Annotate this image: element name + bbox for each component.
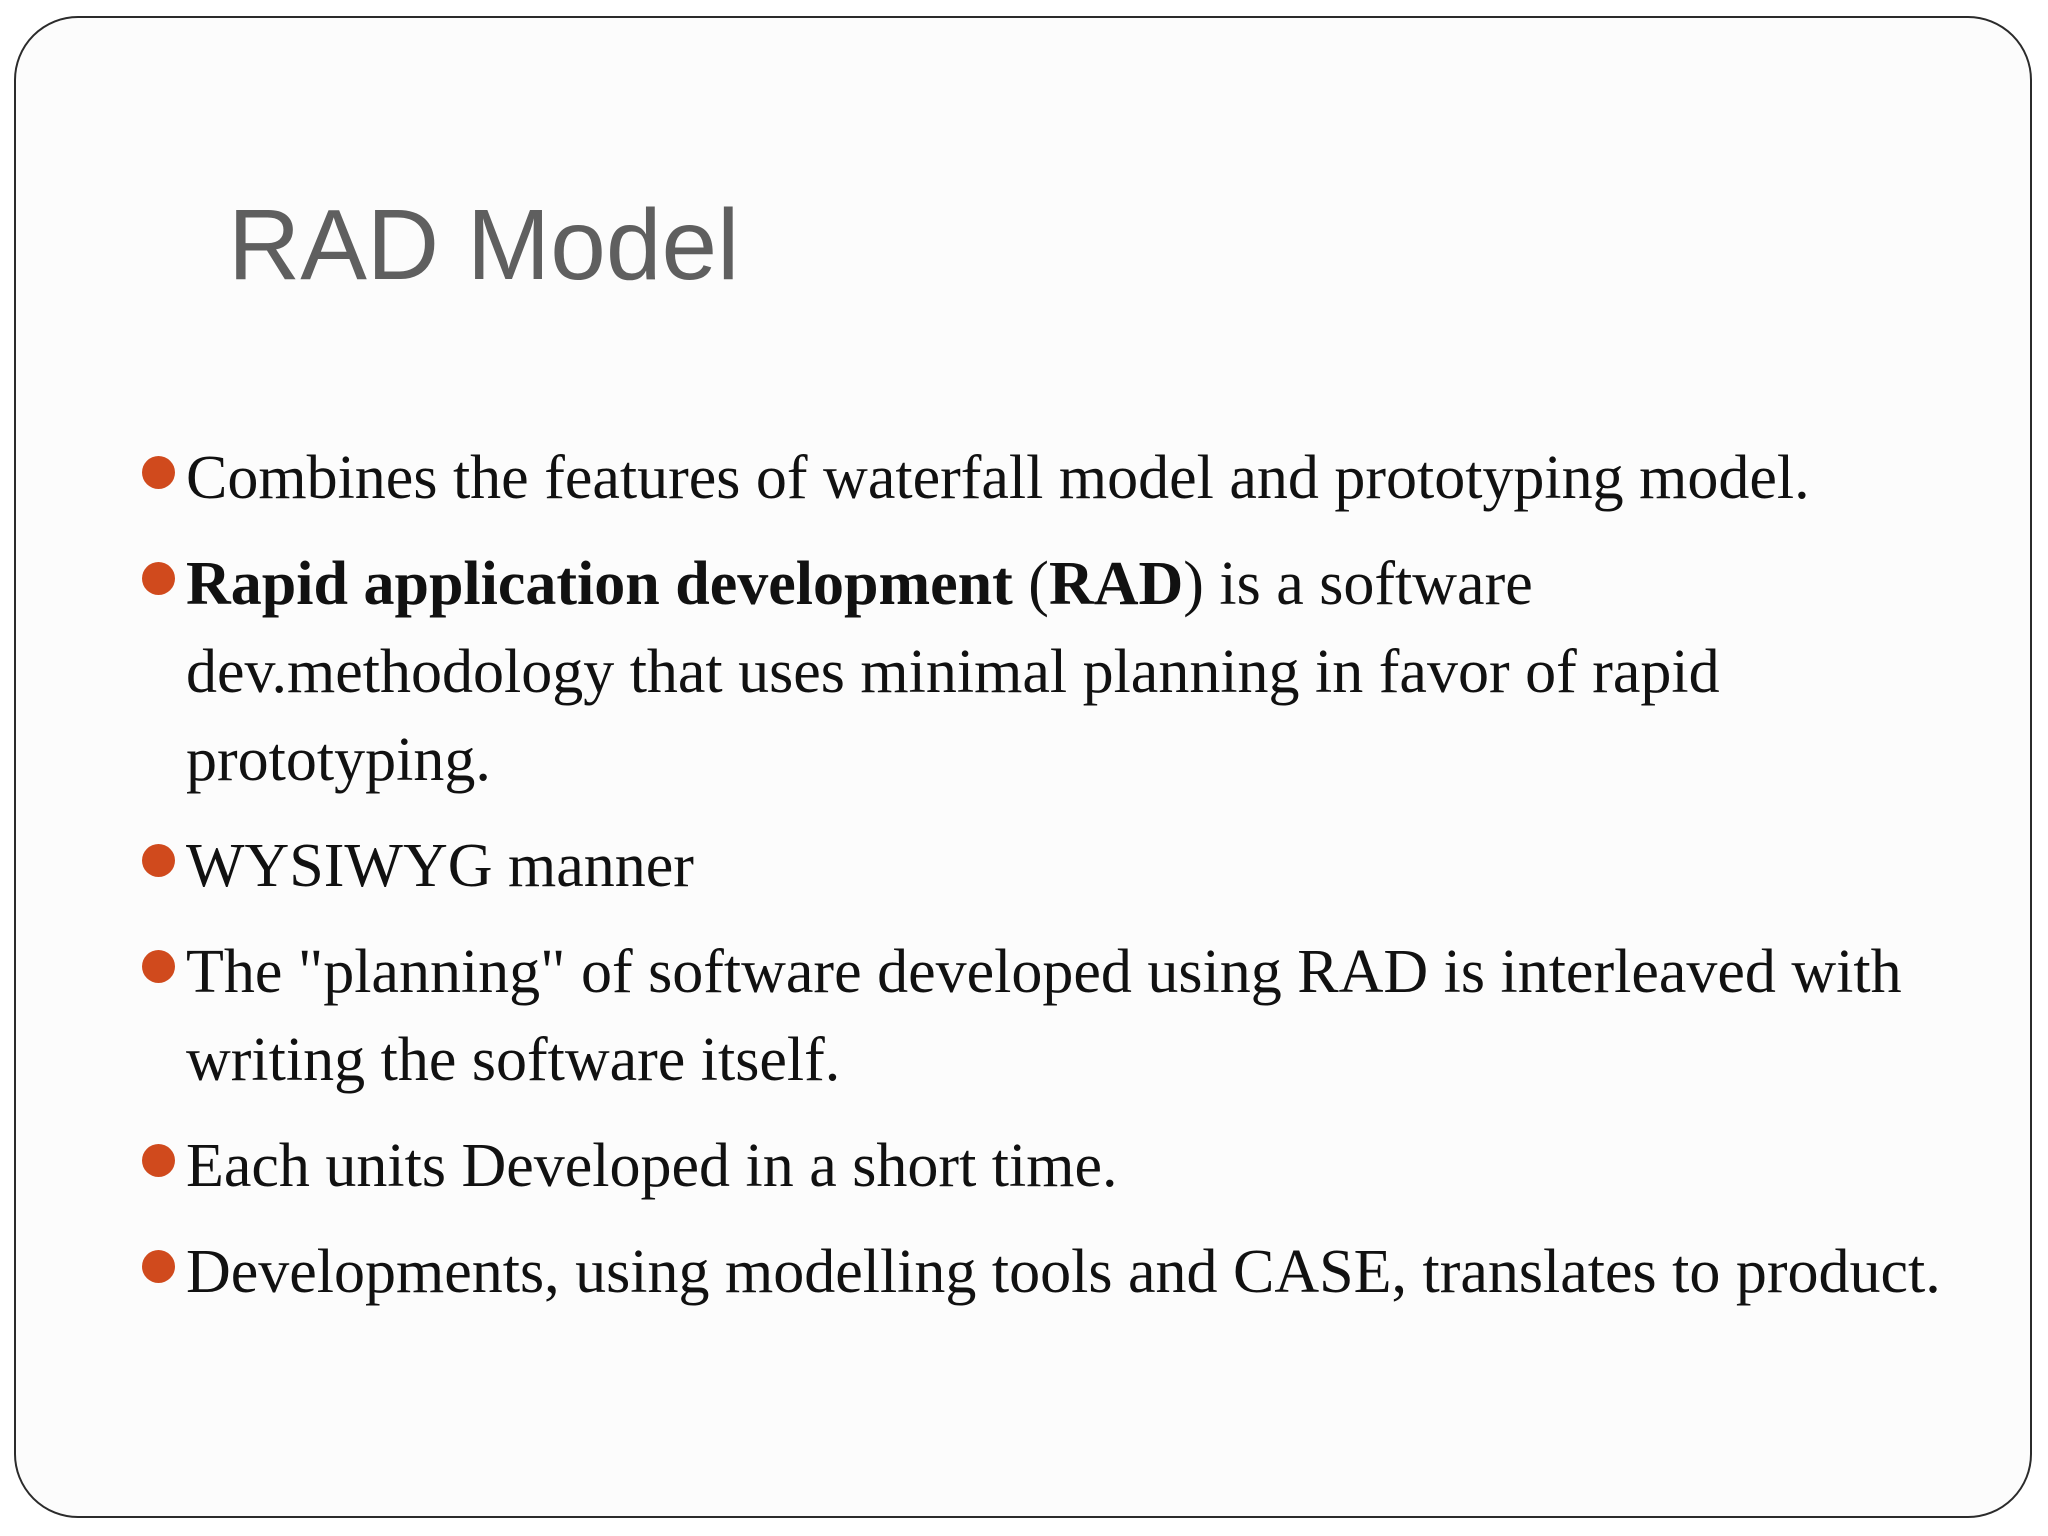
bullet-bold-acronym: RAD <box>1048 550 1184 618</box>
bullet-item <box>128 434 1958 522</box>
bullet-dot-icon <box>142 1144 175 1177</box>
bullet-text: WYSIWYG manner <box>186 832 694 900</box>
bullet-dot-icon <box>142 844 175 877</box>
bullet-item <box>128 1122 1958 1210</box>
bullet-text: Each units Developed in a short time. <box>186 1132 1118 1200</box>
bullet-dot-icon <box>142 456 175 489</box>
bullet-text: ( <box>1012 550 1049 618</box>
bullet-text: ) is a software dev.methodology that uses minimal planning in favor of rapid prototyping. <box>186 550 1720 794</box>
bullet-item <box>128 1228 1958 1316</box>
slide <box>14 16 2032 1518</box>
bullet-dot-icon <box>142 1250 175 1283</box>
bullet-item <box>128 822 1958 910</box>
bullet-item <box>128 540 1958 804</box>
bullet-dot-icon <box>142 950 175 983</box>
bullet-bold-term: Rapid application development <box>186 550 1013 618</box>
bullet-text: Combines the features of waterfall model and prototyping model. <box>186 444 1810 512</box>
bullet-text: The "planning" of software developed using RAD is interleaved with writing the software itself. <box>186 938 1902 1094</box>
slide-title: RAD Model <box>228 189 740 301</box>
bullet-dot-icon <box>142 562 175 595</box>
bullet-item <box>128 928 1958 1104</box>
bullet-text: Developments, using modelling tools and CASE, translates to product. <box>186 1238 1941 1306</box>
bullet-list <box>128 434 1958 1316</box>
